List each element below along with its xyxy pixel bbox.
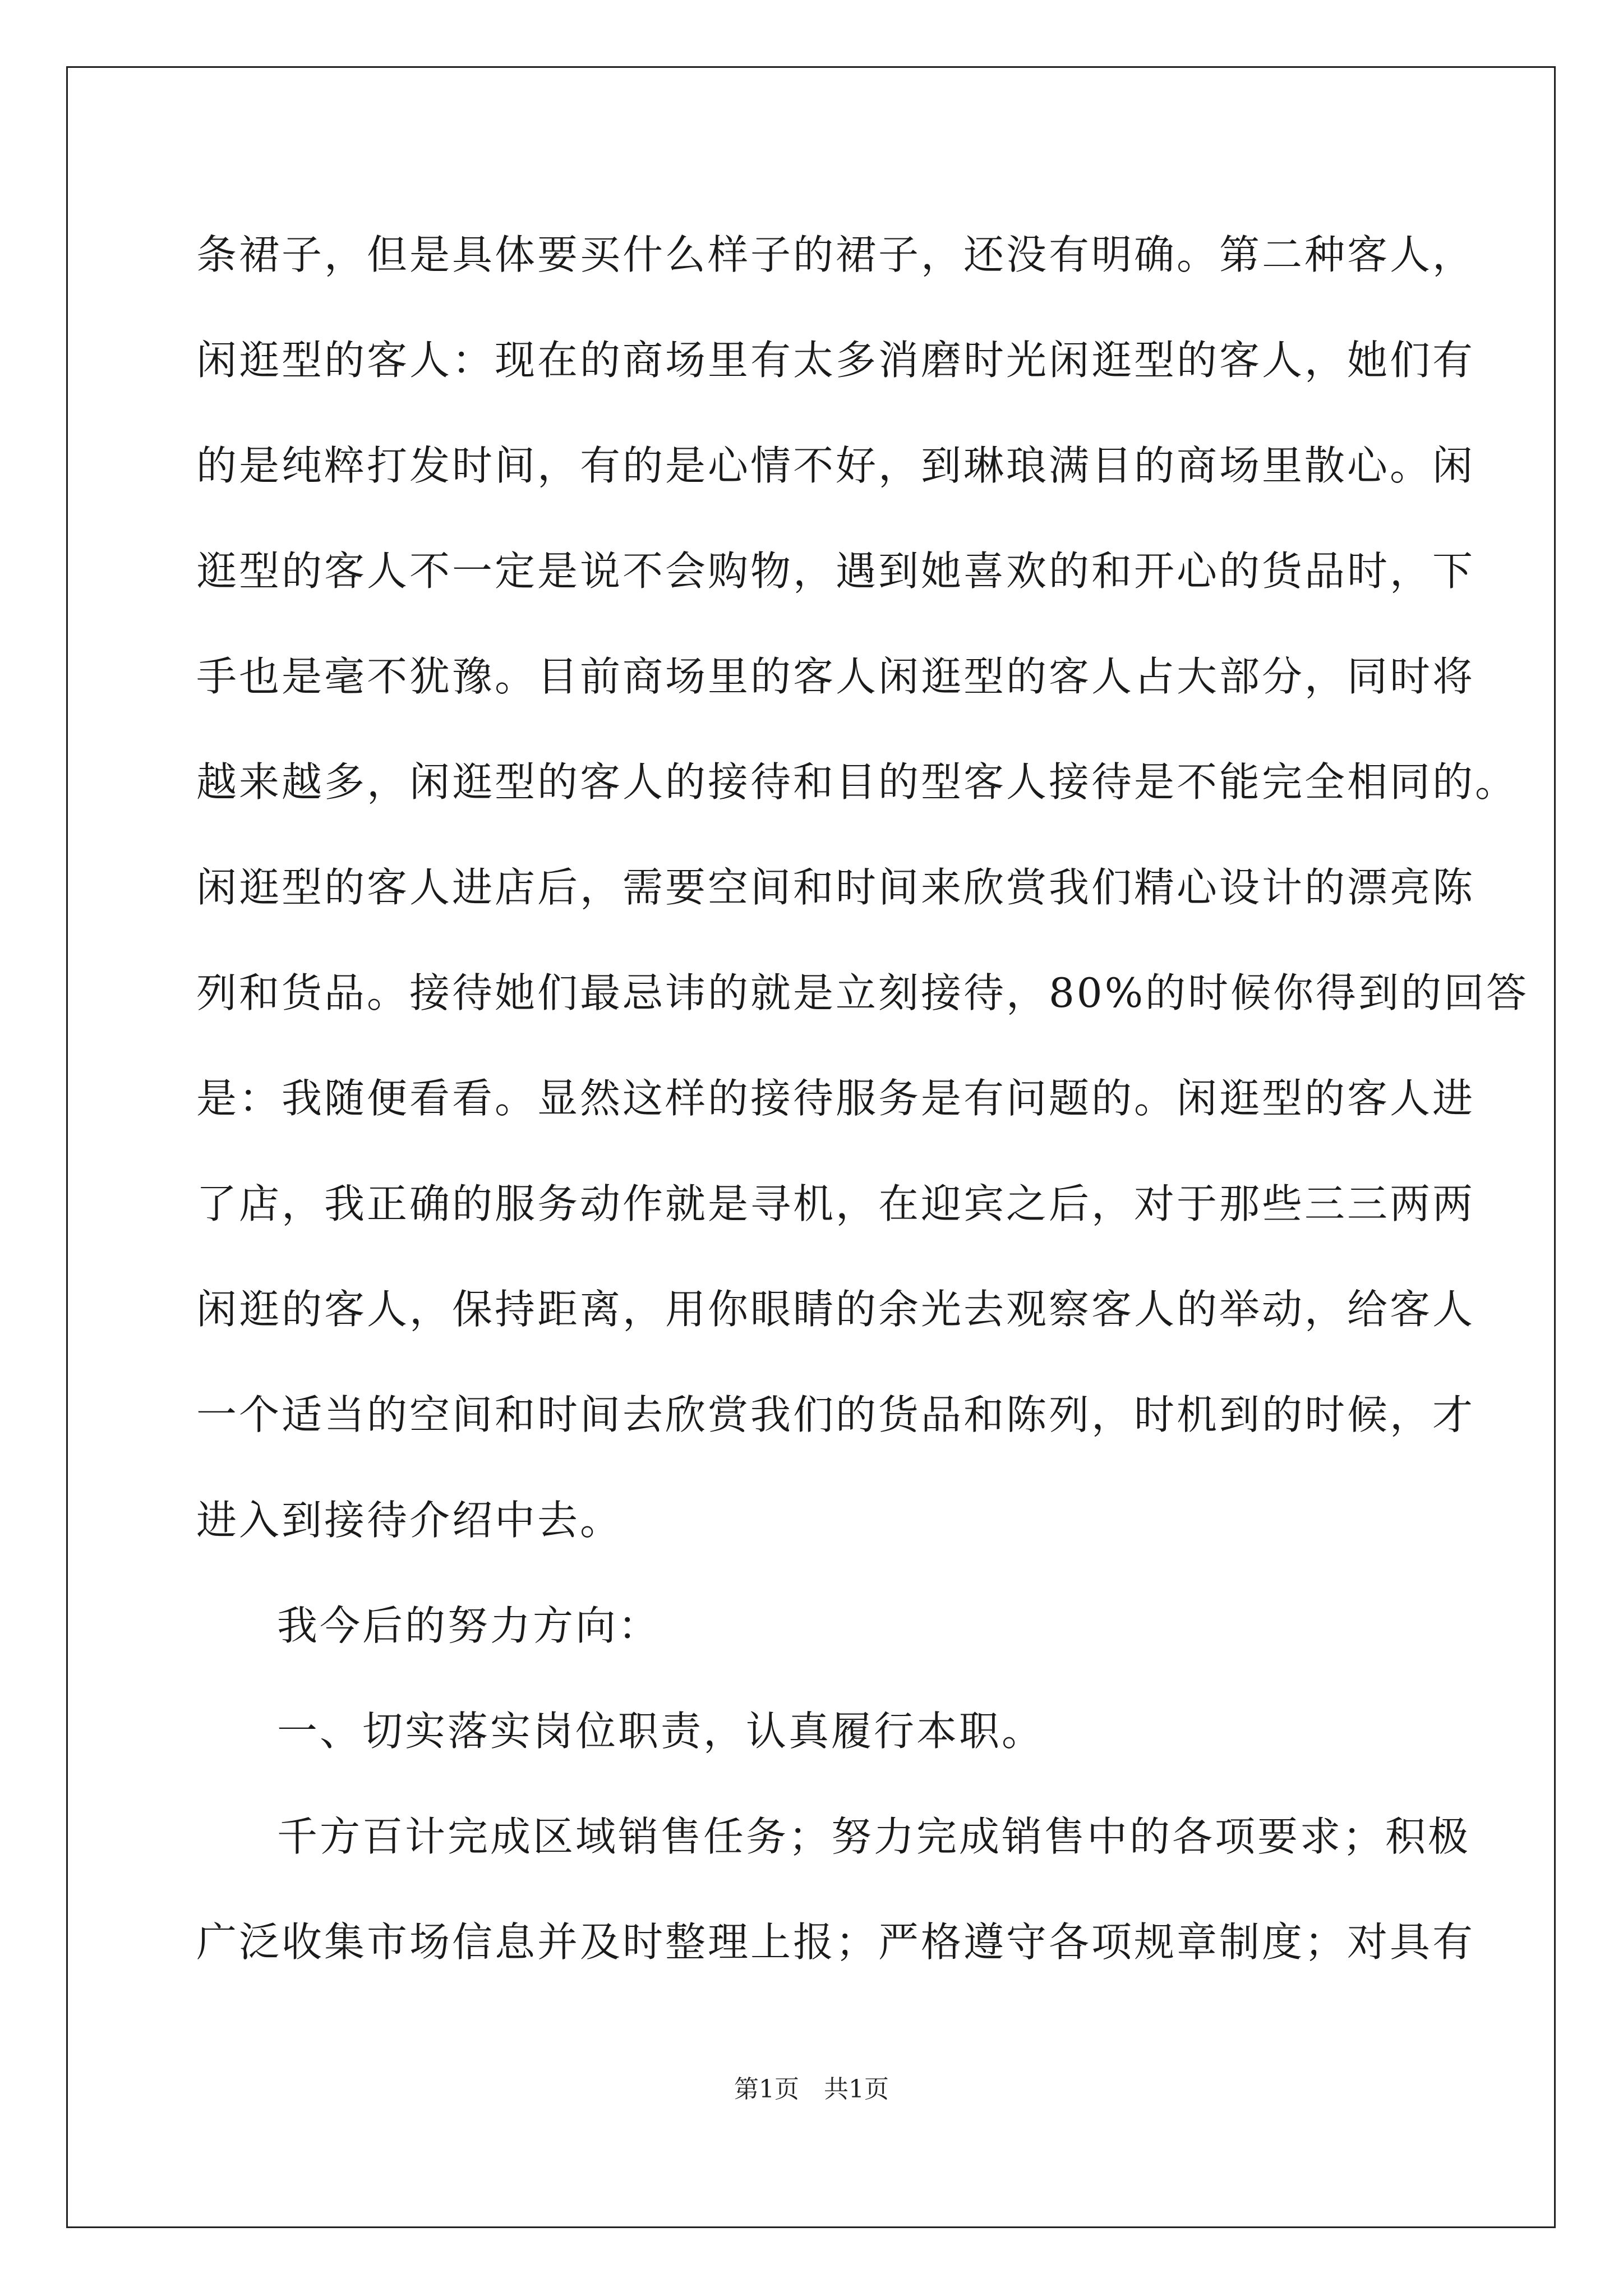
text-line: 进入到接待介绍中去。	[196, 1497, 623, 1544]
document-body	[196, 202, 1529, 1995]
page-footer: 第1页 共1页	[734, 2075, 889, 2104]
text-line: 闲逛的客人，保持距离，用你眼睛的余光去观察客人的举动，给客人	[196, 1286, 1476, 1333]
text-line: 逛型的客人不一定是说不会购物，遇到她喜欢的和开心的货品时，下	[196, 547, 1476, 595]
text-line: 一个适当的空间和时间去欣赏我们的货品和陈列，时机到的时候，才	[196, 1391, 1476, 1438]
text-line: 闲逛型的客人：现在的商场里有太多消磨时光闲逛型的客人，她们有	[196, 337, 1476, 384]
text-line: 广泛收集市场信息并及时整理上报；严格遵守各项规章制度；对具有	[196, 1918, 1476, 1966]
text-line: 的是纯粹打发时间，有的是心情不好，到琳琅满目的商场里散心。闲	[196, 442, 1476, 489]
text-line: 手也是毫不犹豫。目前商场里的客人闲逛型的客人占大部分，同时将	[196, 653, 1476, 700]
text-line: 列和货品。接待她们最忌讳的就是立刻接待，80%的时候你得到的回答	[196, 969, 1529, 1016]
text-line: 越来越多，闲逛型的客人的接待和目的型客人接待是不能完全相同的。	[196, 758, 1518, 806]
text-line: 闲逛型的客人进店后，需要空间和时间来欣赏我们精心设计的漂亮陈	[196, 864, 1476, 911]
paragraph-heading: 我今后的努力方向：	[277, 1602, 661, 1649]
text-line: 千方百计完成区域销售任务；努力完成销售中的各项要求；积极	[277, 1813, 1471, 1860]
section-heading: 一、切实落实岗位职责，认真履行本职。	[277, 1708, 1045, 1755]
text-line: 条裙子，但是具体要买什么样子的裙子，还没有明确。第二种客人，	[196, 231, 1476, 278]
text-line: 了店，我正确的服务动作就是寻机，在迎宾之后，对于那些三三两两	[196, 1180, 1476, 1227]
text-line: 是：我随便看看。显然这样的接待服务是有问题的。闲逛型的客人进	[196, 1075, 1476, 1122]
